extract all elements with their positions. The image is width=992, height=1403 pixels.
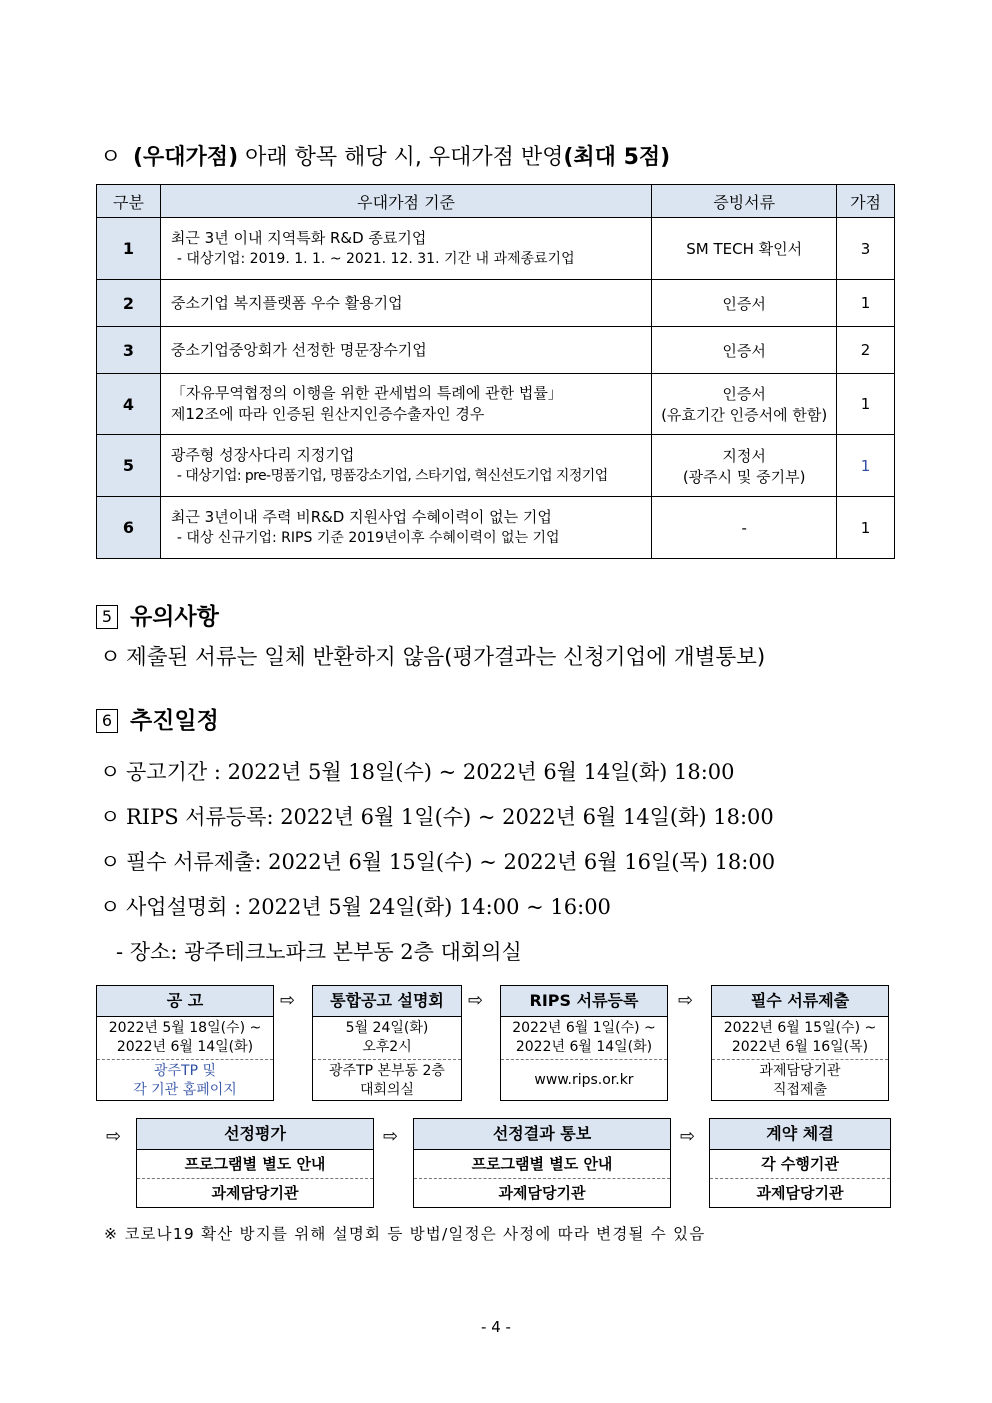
row-points: 2 [837, 327, 895, 374]
flow-step-contract [709, 1118, 891, 1208]
flow-step-info-1: 프로그램별 별도 안내 [414, 1150, 670, 1179]
row-no: 3 [97, 327, 161, 374]
flow-step-dates [313, 1017, 461, 1060]
flow-step-info [712, 1060, 888, 1102]
schedule-line [100, 846, 775, 876]
arrow-icon: ⇨ [680, 1126, 696, 1147]
flow-step-dates [712, 1017, 888, 1060]
schedule-text: 공고기간 : 2022년 5월 18일(수) ~ 2022년 6월 14일(화) 18:00 [126, 760, 735, 784]
bullet-mark: ㅇ [100, 145, 122, 170]
row-no: 4 [97, 374, 161, 435]
flow-step-info-2: 과제담당기관 [498, 1184, 586, 1202]
flow-step-title: 계약 체결 [710, 1119, 890, 1150]
bonus-heading-bold: (우대가점) [133, 145, 239, 170]
flow-step-rips-registration [500, 985, 668, 1101]
row-points: 1 [837, 497, 895, 559]
flow-step-dates [501, 1017, 667, 1060]
criteria-detail: 제12조에 따라 인증된 원산지인증수출자인 경우 [170, 405, 485, 423]
flow-step-info [501, 1060, 667, 1101]
schedule-line [100, 801, 774, 831]
doc-note: (광주시 및 중기부) [682, 467, 806, 486]
flow-step-title: 공 고 [97, 986, 273, 1017]
flow-info-2: 대회의실 [359, 1082, 415, 1098]
flow-date-start: 2022년 6월 15일(수) ~ [723, 1020, 877, 1036]
flow-step-title: 선정평가 [137, 1119, 373, 1150]
flow-info-1: 광주TP 본부동 2층 [329, 1063, 445, 1079]
row-criteria [160, 435, 651, 497]
row-no: 1 [97, 218, 161, 280]
header-doc: 증빙서류 [652, 185, 837, 218]
row-points: 1 [837, 280, 895, 327]
section5-number: 5 [96, 605, 118, 629]
flow-info-2: 각 기관 홈페이지 [133, 1082, 237, 1098]
row-no: 5 [97, 435, 161, 497]
bonus-heading-text: 아래 항목 해당 시, 우대가점 반영 [238, 145, 564, 170]
flow-date-start: 2022년 5월 18일(수) ~ [108, 1020, 262, 1036]
arrow-icon: ⇨ [468, 990, 484, 1011]
row-criteria: 중소기업 복지플랫폼 우수 활용기업 [160, 280, 651, 327]
bonus-heading [100, 140, 670, 171]
flow-date-end: 오후2시 [362, 1039, 412, 1055]
flow-date-end: 2022년 6월 16일(목) [731, 1039, 869, 1055]
schedule-text: 필수 서류제출: 2022년 6월 15일(수) ~ 2022년 6월 16일(목) 18:00 [126, 850, 776, 874]
covid-note: ※ 코로나19 확산 방지를 위해 설명회 등 방법/일정은 사정에 따라 변경될 수 있음 [104, 1225, 706, 1243]
flow-step-info [313, 1060, 461, 1102]
row-no: 2 [97, 280, 161, 327]
row-doc: 인증서 [652, 280, 837, 327]
bonus-heading-tail: (최대 5점) [563, 145, 671, 170]
row-doc [652, 435, 837, 497]
flow-date-start: 5월 24일(화) [345, 1020, 429, 1036]
section5-text: 제출된 서류는 일체 반환하지 않음(평가결과는 신청기업에 개별통보) [126, 645, 766, 670]
schedule-line [100, 891, 611, 921]
criteria-detail: - 대상기업: 2019. 1. 1. ~ 2021. 12. 31. 기간 내 과제종료기업 [176, 250, 575, 267]
section6-number: 6 [96, 709, 118, 733]
doc-text: 지정서 [722, 446, 766, 465]
table-row [97, 218, 895, 280]
arrow-icon: ⇨ [383, 1126, 399, 1147]
bullet-mark: ㅇ [100, 645, 121, 670]
schedule-line [100, 756, 735, 786]
row-doc: SM TECH 확인서 [652, 218, 837, 280]
schedule-text: RIPS 서류등록: 2022년 6월 1일(수) ~ 2022년 6월 14일(화) 18:00 [126, 805, 774, 829]
flow-date-start: 2022년 6월 1일(수) ~ [512, 1020, 656, 1036]
header-no: 구분 [97, 185, 161, 218]
table-row [97, 497, 895, 559]
flow-step-title: 필수 서류제출 [712, 986, 888, 1017]
bonus-table [96, 184, 895, 559]
flow-step-title: 통합공고 설명회 [313, 986, 461, 1017]
row-doc [652, 374, 837, 435]
flow-step-title: RIPS 서류등록 [501, 986, 667, 1017]
schedule-place: - 장소: 광주테크노파크 본부동 2층 대회의실 [116, 940, 522, 964]
flow-step-title: 선정결과 통보 [414, 1119, 670, 1150]
row-points: 1 [837, 374, 895, 435]
row-criteria: 중소기업중앙회가 선정한 명문장수기업 [160, 327, 651, 374]
bullet-mark: ㅇ [100, 805, 121, 829]
bullet-mark: ㅇ [100, 895, 121, 919]
bullet-mark: ㅇ [100, 850, 121, 874]
doc-text: 인증서 [722, 385, 766, 403]
header-criteria: 우대가점 기준 [160, 185, 651, 218]
row-points: 1 [837, 435, 895, 497]
flow-step-document-submission [711, 985, 889, 1101]
bullet-mark: ㅇ [100, 760, 121, 784]
row-no: 6 [97, 497, 161, 559]
section5-title: 유의사항 [130, 604, 219, 630]
table-row [97, 327, 895, 374]
row-criteria [160, 497, 651, 559]
arrow-icon: ⇨ [280, 990, 296, 1011]
flow-date-end: 2022년 6월 14일(화) [515, 1039, 653, 1055]
row-criteria [160, 374, 651, 435]
criteria-text: 「자유무역협정의 이행을 위한 관세법의 특례에 관한 법률」 [170, 384, 563, 402]
table-row [97, 435, 895, 497]
flow-info-1: 광주TP 및 [153, 1063, 217, 1079]
row-points: 3 [837, 218, 895, 280]
arrow-icon: ⇨ [106, 1126, 122, 1147]
flow-step-result-notice [413, 1118, 671, 1208]
row-criteria [160, 218, 651, 280]
row-doc: 인증서 [652, 327, 837, 374]
table-row [97, 374, 895, 435]
flow-step-dates [97, 1017, 273, 1060]
flow-info-1: 과제담당기관 [759, 1063, 841, 1079]
criteria-text: 최근 3년 이내 지역특화 R&D 종료기업 [170, 228, 427, 247]
flow-step-info-1: 프로그램별 별도 안내 [137, 1150, 373, 1179]
table-row [97, 280, 895, 327]
criteria-detail: - 대상기업: pre-명품기업, 명품강소기업, 스타기업, 혁신선도기업 지정기업 [176, 467, 608, 484]
flow-step-info-1: 각 수행기관 [710, 1150, 890, 1179]
flow-step-briefing [312, 985, 462, 1101]
section5-heading [96, 598, 219, 631]
criteria-text: 광주형 성장사다리 지정기업 [170, 445, 355, 464]
doc-note: (유효기간 인증서에 한함) [661, 406, 828, 424]
criteria-text: 최근 3년이내 주력 비R&D 지원사업 수혜이력이 없는 기업 [170, 507, 552, 526]
table-header-row [97, 185, 895, 218]
flow-info-2: 직접제출 [772, 1082, 828, 1098]
schedule-text: 사업설명회 : 2022년 5월 24일(화) 14:00 ~ 16:00 [126, 895, 611, 919]
flow-step-evaluation [136, 1118, 374, 1208]
row-doc: - [652, 497, 837, 559]
page-number: - 4 - [481, 1318, 511, 1336]
flow-info-1: www.rips.or.kr [534, 1072, 634, 1088]
arrow-icon: ⇨ [678, 990, 694, 1011]
section6-heading [96, 702, 219, 735]
flow-date-end: 2022년 6월 14일(화) [116, 1039, 254, 1055]
flow-step-announcement [96, 985, 274, 1101]
flow-step-info-2: 과제담당기관 [756, 1184, 844, 1202]
section6-title: 추진일정 [130, 708, 219, 734]
flow-step-info [97, 1060, 273, 1102]
section5-line [100, 640, 765, 671]
flow-step-info-2: 과제담당기관 [211, 1184, 299, 1202]
criteria-detail: - 대상 신규기업: RIPS 기준 2019년이후 수혜이력이 없는 기업 [176, 529, 560, 546]
header-points: 가점 [837, 185, 895, 218]
